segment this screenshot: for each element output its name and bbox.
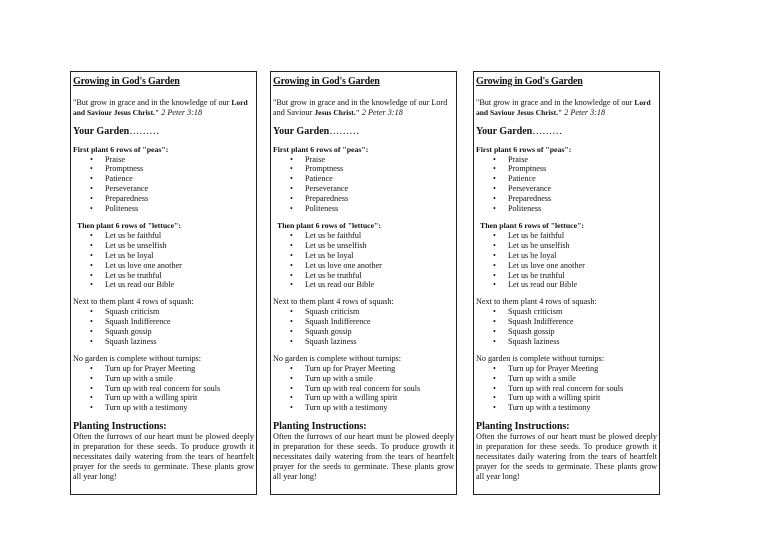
lettuce-heading: Then plant 6 rows of "lettuce": [77, 220, 182, 230]
quote-text: "But grow in grace and in the knowledge of our Lord and Saviour [273, 97, 448, 117]
scripture-quote [273, 98, 454, 118]
list-item: • Turn up with real concern for souls [508, 384, 657, 394]
list-item: • Let us read our Bible [305, 280, 454, 290]
quote-reference: 2 Peter 3:18 [564, 107, 606, 117]
list-item: • Squash criticism [305, 307, 454, 317]
turnips-heading: No garden is complete without turnips: [273, 353, 402, 363]
quote-emphasis: Jesus Christ." [314, 107, 360, 117]
garden-label: Your Garden [73, 125, 130, 137]
garden-heading [273, 127, 454, 137]
quote-reference: 2 Peter 3:18 [361, 107, 403, 117]
lettuce-list [476, 231, 657, 290]
list-item: • Let us be faithful [105, 231, 254, 241]
quote-emphasis: Lord and Saviour Jesus Christ." [476, 97, 651, 117]
lettuce-heading: Then plant 6 rows of "lettuce": [277, 220, 382, 230]
list-item: • Perseverance [105, 184, 254, 194]
squash-list [476, 307, 657, 347]
list-item: • Praise [105, 155, 254, 165]
peas-heading: First plant 6 rows of "peas": [476, 144, 572, 154]
list-item: • Let us be faithful [508, 231, 657, 241]
list-item: • Turn up with a willing spirit [105, 393, 254, 403]
garden-dots: ……… [329, 125, 360, 137]
lettuce-list [273, 231, 454, 290]
peas-list [476, 155, 657, 214]
quote-emphasis: Lord and Saviour Jesus Christ." [73, 97, 248, 117]
list-item: • Squash gossip [305, 327, 454, 337]
list-item: • Squash gossip [105, 327, 254, 337]
list-item: • Turn up with a testimony [508, 403, 657, 413]
quote-text: "But grow in grace and in the knowledge of our [73, 97, 230, 107]
list-item: • Perseverance [305, 184, 454, 194]
list-item: • Let us love one another [508, 261, 657, 271]
quote-text: "But grow in grace and in the knowledge of our [476, 97, 633, 107]
list-item: • Preparedness [305, 194, 454, 204]
list-item: • Patience [305, 174, 454, 184]
card-title: Growing in God's Garden [73, 76, 180, 87]
list-item: • Politeness [508, 204, 657, 214]
garden-heading [476, 127, 657, 137]
list-item: • Turn up with a smile [305, 374, 454, 384]
quote-reference: 2 Peter 3:18 [161, 107, 203, 117]
planting-text: Often the furrows of our heart must be plowed deeply in preparation for these seeds. To produce growth it necessitates daily watering from the tears of heartfelt prayer for the seeds to germinate. These plants grow all year long! [476, 432, 657, 481]
peas-heading: First plant 6 rows of "peas": [73, 144, 169, 154]
list-item: • Perseverance [508, 184, 657, 194]
list-item: • Let us love one another [105, 261, 254, 271]
list-item: • Squash Indifference [508, 317, 657, 327]
turnips-heading: No garden is complete without turnips: [73, 353, 202, 363]
list-item: • Squash laziness [508, 337, 657, 347]
list-item: • Let us be unselfish [305, 241, 454, 251]
list-item: • Let us be truthful [305, 271, 454, 281]
tract-card [270, 71, 457, 495]
planting-text: Often the furrows of our heart must be plowed deeply in preparation for these seeds. To produce growth it necessitates daily watering from the tears of heartfelt prayer for the seeds to germinate. These plants grow all year long! [273, 432, 454, 481]
list-item: • Patience [508, 174, 657, 184]
squash-list [273, 307, 454, 347]
tract-card [473, 71, 660, 495]
peas-heading: First plant 6 rows of "peas": [273, 144, 369, 154]
list-item: • Preparedness [508, 194, 657, 204]
scripture-quote [73, 98, 254, 118]
list-item: • Politeness [105, 204, 254, 214]
garden-label: Your Garden [476, 125, 533, 137]
list-item: • Turn up for Prayer Meeting [105, 364, 254, 374]
list-item: • Squash criticism [105, 307, 254, 317]
list-item: • Let us be truthful [105, 271, 254, 281]
list-item: • Turn up with a willing spirit [305, 393, 454, 403]
planting-title: Planting Instructions: [273, 421, 367, 433]
list-item: • Let us read our Bible [508, 280, 657, 290]
card-title: Growing in God's Garden [273, 76, 380, 87]
lettuce-list [73, 231, 254, 290]
list-item: • Promptness [305, 164, 454, 174]
garden-label: Your Garden [273, 125, 330, 137]
turnips-heading: No garden is complete without turnips: [476, 353, 605, 363]
squash-heading: Next to them plant 4 rows of squash: [476, 297, 597, 307]
list-item: • Promptness [105, 164, 254, 174]
list-item: • Let us be faithful [305, 231, 454, 241]
list-item: • Let us be unselfish [508, 241, 657, 251]
lettuce-heading: Then plant 6 rows of "lettuce": [480, 220, 585, 230]
turnips-list [273, 364, 454, 414]
list-item: • Promptness [508, 164, 657, 174]
list-item: • Let us read our Bible [105, 280, 254, 290]
list-item: • Turn up with a smile [508, 374, 657, 384]
planting-title: Planting Instructions: [476, 421, 570, 433]
list-item: • Let us love one another [305, 261, 454, 271]
list-item: • Turn up with a testimony [105, 403, 254, 413]
list-item: • Squash laziness [305, 337, 454, 347]
garden-dots: ……… [129, 125, 160, 137]
list-item: • Let us be loyal [105, 251, 254, 261]
list-item: • Squash laziness [105, 337, 254, 347]
list-item: • Turn up for Prayer Meeting [305, 364, 454, 374]
list-item: • Politeness [305, 204, 454, 214]
card-title: Growing in God's Garden [476, 76, 583, 87]
garden-heading [73, 127, 254, 137]
list-item: • Let us be truthful [508, 271, 657, 281]
planting-text: Often the furrows of our heart must be plowed deeply in preparation for these seeds. To produce growth it necessitates daily watering from the tears of heartfelt prayer for the seeds to germinate. These plants grow all year long! [73, 432, 254, 481]
list-item: • Squash Indifference [105, 317, 254, 327]
turnips-list [73, 364, 254, 414]
list-item: • Praise [305, 155, 454, 165]
list-item: • Turn up with a willing spirit [508, 393, 657, 403]
list-item: • Patience [105, 174, 254, 184]
list-item: • Turn up for Prayer Meeting [508, 364, 657, 374]
scripture-quote [476, 98, 657, 118]
planting-title: Planting Instructions: [73, 421, 167, 433]
tract-card [70, 71, 257, 495]
list-item: • Let us be unselfish [105, 241, 254, 251]
garden-dots: ……… [532, 125, 563, 137]
peas-list [73, 155, 254, 214]
list-item: • Squash criticism [508, 307, 657, 317]
squash-heading: Next to them plant 4 rows of squash: [73, 297, 194, 307]
list-item: • Squash Indifference [305, 317, 454, 327]
list-item: • Turn up with a smile [105, 374, 254, 384]
peas-list [273, 155, 454, 214]
squash-list [73, 307, 254, 347]
squash-heading: Next to them plant 4 rows of squash: [273, 297, 394, 307]
list-item: • Praise [508, 155, 657, 165]
list-item: • Turn up with real concern for souls [105, 384, 254, 394]
list-item: • Turn up with a testimony [305, 403, 454, 413]
list-item: • Preparedness [105, 194, 254, 204]
list-item: • Let us be loyal [305, 251, 454, 261]
list-item: • Squash gossip [508, 327, 657, 337]
list-item: • Turn up with real concern for souls [305, 384, 454, 394]
turnips-list [476, 364, 657, 414]
list-item: • Let us be loyal [508, 251, 657, 261]
